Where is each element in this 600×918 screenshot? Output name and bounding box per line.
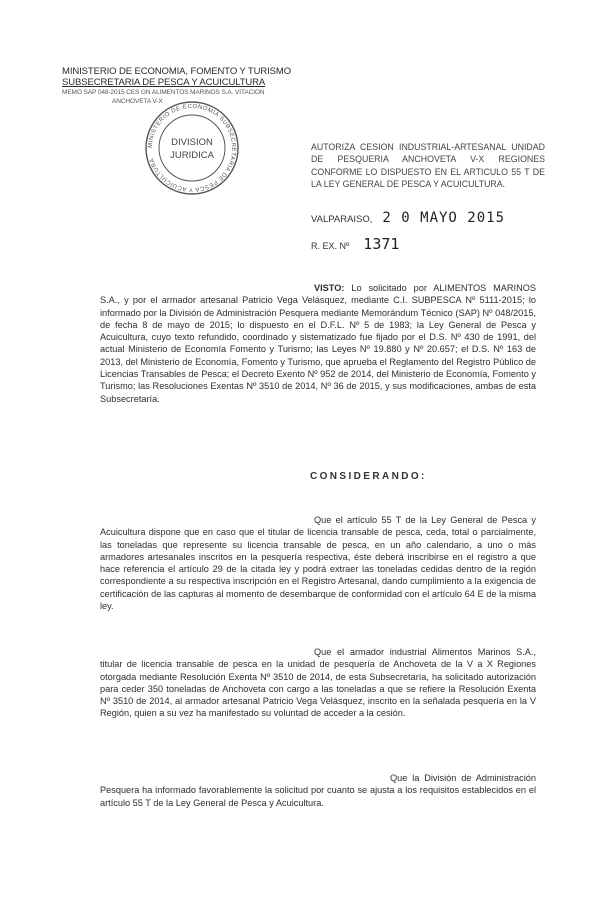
resolution-number (311, 235, 399, 253)
considerando-paragraph-1 (100, 514, 536, 612)
paragraph-text: Que la División de Administración Pesquera ha informado favorablemente la solicitud por cuanto se ajusta a los requisitos establecidos en el artículo 55 T de la Ley General de Pesca y Acuicultura. (100, 773, 536, 808)
seal-center-line2: JURIDICA (170, 150, 214, 161)
considerando-heading: CONSIDERANDO: (310, 471, 427, 482)
resolution-number-value: 1371 (363, 235, 400, 253)
division-juridica-seal (142, 98, 242, 198)
resolution-subject: AUTORIZA CESION INDUSTRIAL-ARTESANAL UNIDAD DE PESQUERIA ANCHOVETA V-X REGIONES CONFORME LO DISPUESTO EN EL ARTICULO 55 T DE LA LEY GENERAL DE PESCA Y ACUICULTURA. (311, 142, 545, 190)
visto-text: Lo solicitado por ALIMENTOS MARINOS S.A., y por el armador artesanal Patricio Vega Velásquez, mediante C.I. SUBPESCA Nº 5111-2015; lo informado por la División de Administración Pesquera mediante Memorándum Técnico (SAP) Nº 048/2015, de fecha 8 de mayo de 2015; lo dispuesto en el D.F.L. Nº 5 de 1983; la Ley General de Pesca y Acuicultura, cuyo texto refundido, coordinado y sistematizado fue fijado por el D.S. Nº 430 de 1991, del actual Ministerio de Economía Fomento y Turismo; las Leyes Nº 19.880 y Nº 20.657; el D.S. Nº 163 de 2013, del Ministerio de Economía, Fomento y Turismo, que aprueba el Reglamento del Registro Público de Licencias Transables de Pesca; el Decreto Exento Nº 952 de 2014, del Ministerio de Economía, Fomento y Turismo; las Resoluciones Exentas Nº 3510 de 2014, Nº 36 de 2015, y sus modificaciones, ambas de esta Subsecretaría. (100, 283, 536, 404)
ministry-name: MINISTERIO DE ECONOMIA, FOMENTO Y TURISMO (62, 66, 292, 77)
place-date (311, 210, 505, 226)
paragraph-text: Que el artículo 55 T de la Ley General de Pesca y Acuicultura dispone que en caso que el titular de licencia transable de pesca, ceda, total o parcialmente, las toneladas que represente su licencia transable de pesca, en un año calendario, a uno o más armadores artesanales inscritos en la pesquería respectiva, éste deberá inscribirse en el registro a que hace referencia el artículo 29 de la citada ley y podrá extraer las toneladas cedidas dentro de la región correspondiente a su respectiva inscripción en el Registro Artesanal, dando cumplimiento a la exigencia de certificación de las capturas al momento de desembarque de conformidad con el artículo 64 E de la misma ley. (100, 515, 536, 612)
seal-ring-text: MINISTERIO DE ECONOMIA SUBSECRETARIA DE PESCA Y ACUICULTURA (147, 103, 237, 193)
visto-paragraph (100, 282, 536, 405)
memo-reference-2: ANCHOVETA V-X (112, 98, 163, 105)
seal-center-line1: DIVISION (171, 137, 213, 148)
memo-reference: MEMO SAP 048-2015 CES GN ALIMENTOS MARINOS S.A. VITACION (62, 89, 265, 96)
considerando-paragraph-3 (100, 772, 536, 809)
place: VALPARAISO, (311, 214, 373, 225)
paragraph-text: Que el armador industrial Alimentos Marinos S.A., titular de licencia transable de pesca en la unidad de pesquería de Anchoveta de la V a X Regiones otorgada mediante Resolución Exenta Nº 3510 de 2014, de esta Subsecretaría, ha solicitado autorización para ceder 350 toneladas de Anchoveta con cargo a las toneladas a que se refiere la Resolución Exenta Nº 3510 de 2014, al armador artesanal Patricio Vega Velásquez, inscrito en la señalada pesquería en la V Región, quien a su vez ha manifestado su voluntad de acceder a la cesión. (100, 647, 536, 719)
resolution-label: R. EX. Nº (311, 241, 350, 251)
stamped-date: 2 0 MAYO 2015 (382, 210, 505, 226)
considerando-paragraph-2 (100, 646, 536, 720)
visto-lead: VISTO: (314, 283, 345, 293)
subsecretary-name: SUBSECRETARIA DE PESCA Y ACUICULTURA (62, 77, 266, 88)
